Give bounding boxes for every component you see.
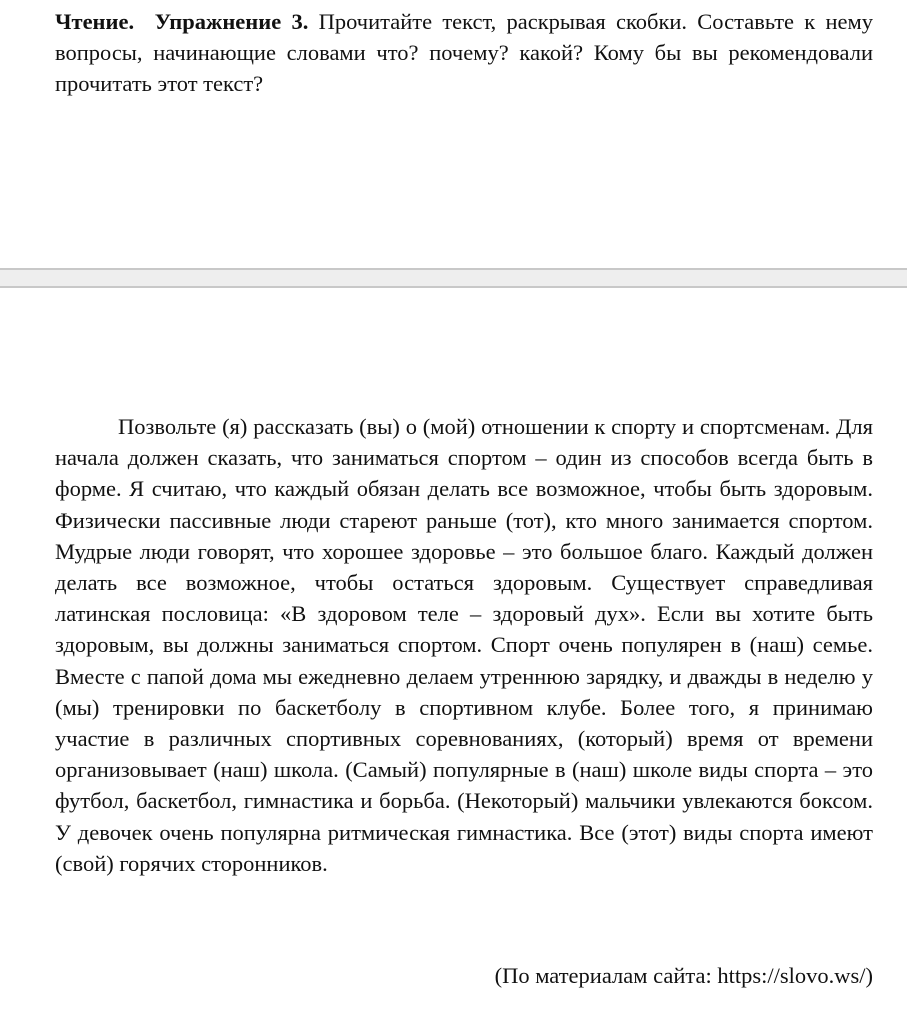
- page-bottom: [0, 288, 907, 1018]
- page-top: [0, 0, 907, 268]
- source-citation: (По материалам сайта: https://slovo.ws/): [494, 963, 873, 988]
- instruction-text: Прочитайте текст, раскрывая скобки. Составьте к нему вопросы, начинающие словами что? почему? какой? Кому бы вы рекомендовали прочитать этот текст?: [55, 9, 874, 96]
- reading-label: Чтение.: [55, 9, 135, 34]
- page-separator: [0, 268, 907, 288]
- task-instruction: [55, 6, 873, 99]
- exercise-label: Упражнение 3.: [154, 9, 309, 34]
- reading-text: Позвольте (я) рассказать (вы) о (мой) отношении к спорту и спортсменам. Для начала должен сказать, что заниматься спортом – один из способов всегда быть в форме. Я считаю, что каждый обязан делать все возможное, чтобы быть здоровым. Физически пассивные люди стареют раньше (тот), кто много занимается спортом. Мудрые люди говорят, что хорошее здоровье – это большое благо. Каждый должен делать все возможное, чтобы остаться здоровым. Существует справедливая латинская пословица: «В здоровом теле – здоровый дух». Если вы хотите быть здоровым, вы должны заниматься спортом. Спорт очень популярен в (наш) семье. Вместе с папой дома мы ежедневно делаем утреннюю зарядку, и дважды в неделю у (мы) тренировки по баскетболу в спортивном клубе. Более того, я принимаю участие в различных спортивных соревнованиях, (который) время от времени организовывает (наш) школа. (Самый) популярные в (наш) школе виды спорта – это футбол, баскетбол, гимнастика и борьба. (Некоторый) мальчики увлекаются боксом. У девочек очень популярна ритмическая гимнастика. Все (этот) виды спорта имеют (свой) горячих сторонников.: [55, 414, 873, 876]
